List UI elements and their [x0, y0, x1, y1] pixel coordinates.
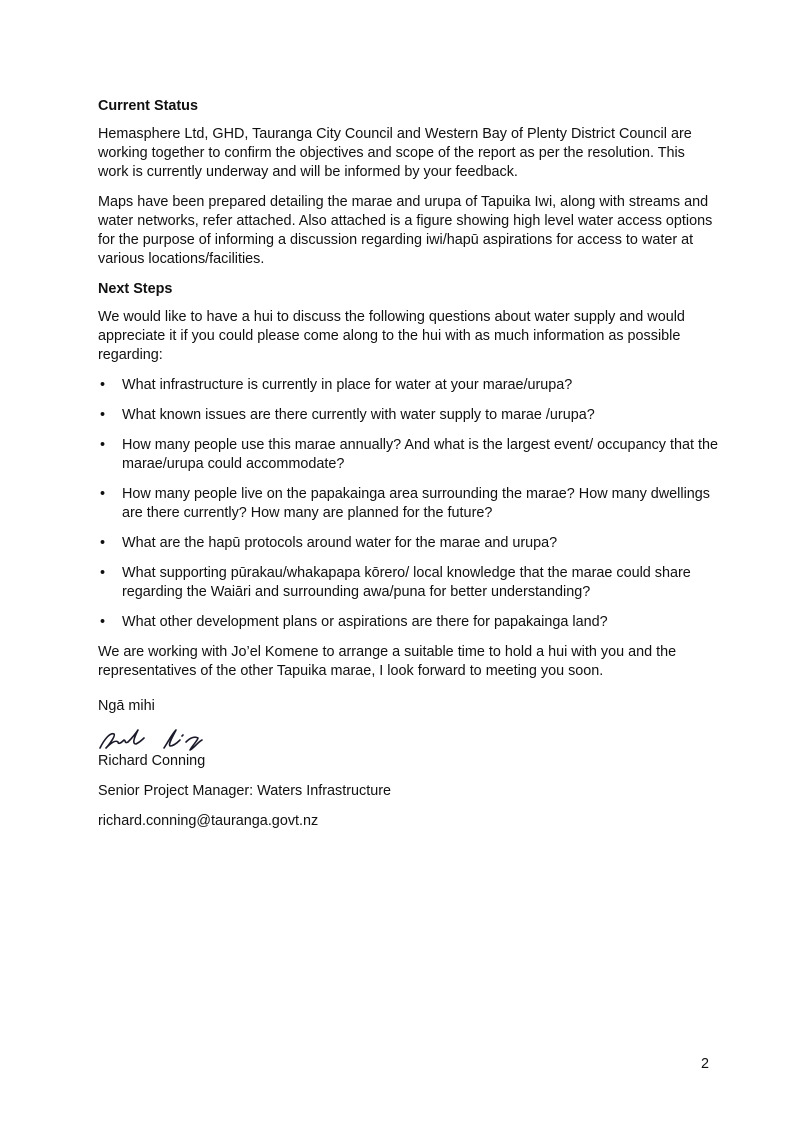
bullet-icon: • [100, 535, 106, 551]
bullet-icon: • [100, 437, 106, 453]
question-text: What other development plans or aspirations are there for papakainga land? [122, 614, 608, 630]
list-item [98, 406, 718, 425]
question-text: What known issues are there currently with water supply to marae /urupa? [122, 407, 595, 423]
letter-body [98, 97, 718, 842]
question-text: What supporting pūrakau/whakapapa kōrero/ local knowledge that the marae could share regarding the Waiāri and surrounding awa/puna for better understanding? [122, 565, 691, 600]
current-status-paragraph-1: Hemasphere Ltd, GHD, Tauranga City Council and Western Bay of Plenty District Council are working together to confirm the objectives and scope of the report as per the resolution. This work is currently underway and will be informed by your feedback. [98, 126, 692, 180]
question-list [98, 376, 718, 632]
bullet-icon: • [100, 377, 106, 393]
list-item [98, 485, 718, 523]
closing-paragraph: We are working with Jo’el Komene to arrange a suitable time to hold a hui with you and the representatives of the other Tapuika marae, I look forward to meeting you soon. [98, 644, 677, 679]
handwritten-signature [94, 722, 234, 756]
question-text: What are the hapū protocols around water for the marae and urupa? [122, 535, 558, 551]
list-item [98, 534, 718, 553]
bullet-icon: • [100, 565, 106, 581]
next-steps-intro: We would like to have a hui to discuss the following questions about water supply and would appreciate it if you could please come along to the hui with as much information as possible regarding: [98, 309, 685, 363]
list-item [98, 564, 718, 602]
question-text: How many people live on the papakainga area surrounding the marae? How many dwellings are there currently? How many are planned for the future? [122, 486, 710, 521]
sign-off-greeting: Ngā mihi [98, 698, 155, 714]
page-number: 2 [700, 1056, 709, 1072]
bullet-icon: • [100, 486, 106, 502]
current-status-heading: Current Status [98, 98, 198, 114]
question-text: What infrastructure is currently in place for water at your marae/urupa? [122, 377, 573, 393]
list-item [98, 613, 718, 632]
next-steps-heading: Next Steps [98, 281, 173, 297]
signatory-title: Senior Project Manager: Waters Infrastructure [98, 783, 391, 799]
current-status-paragraph-2: Maps have been prepared detailing the marae and urupa of Tapuika Iwi, along with streams and water networks, refer attached. Also attached is a figure showing high level water access options for the purpose of informing a discussion regarding iwi/hapū aspirations for access to water at various locations/facilities. [98, 194, 713, 267]
bullet-icon: • [100, 407, 106, 423]
bullet-icon: • [100, 614, 106, 630]
signatory-email: richard.conning@tauranga.govt.nz [98, 813, 319, 829]
list-item [98, 436, 718, 474]
question-text: How many people use this marae annually? And what is the largest event/ occupancy that the marae/urupa could accommodate? [122, 437, 718, 472]
list-item [98, 376, 718, 395]
signatory-name: Richard Conning [98, 753, 206, 769]
